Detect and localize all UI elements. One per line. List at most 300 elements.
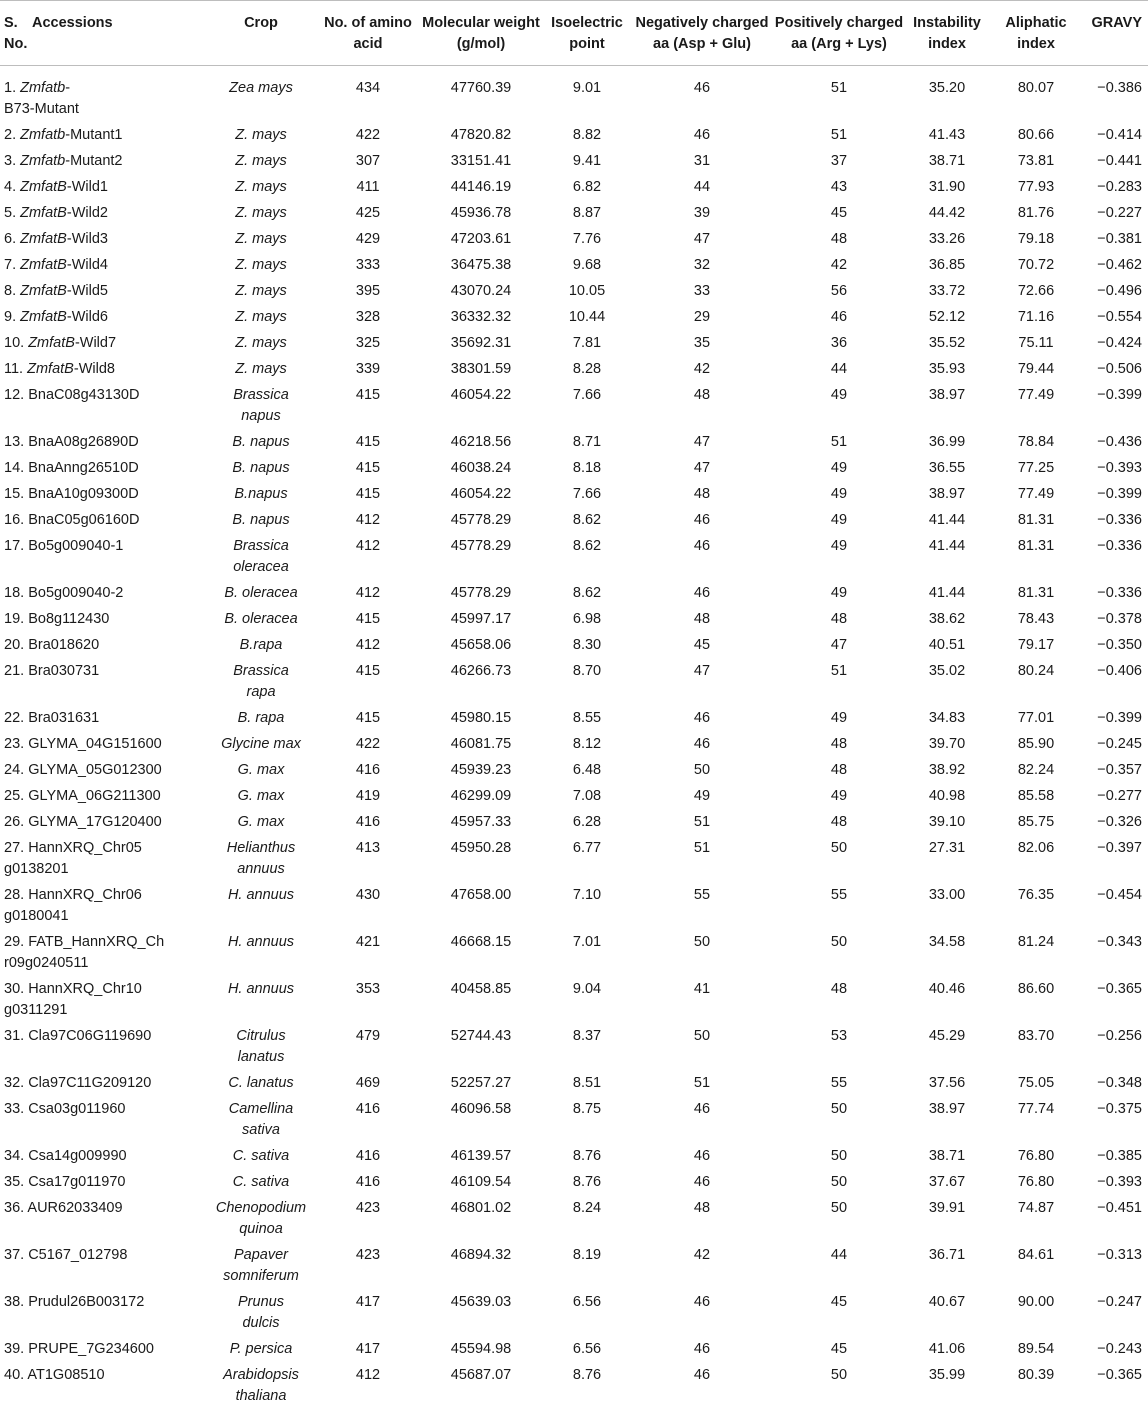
crop-cell: H. annuus — [227, 887, 295, 903]
table-row — [0, 785, 1148, 811]
amino-acid-cell: 413 — [355, 840, 381, 856]
aliphatic-index-cell: 86.60 — [1017, 981, 1055, 997]
molecular-weight-cell: 40458.85 — [450, 981, 512, 997]
accession-cell — [0, 811, 206, 837]
positive-charge-cell: 44 — [830, 361, 848, 377]
header-no-label: No. — [4, 36, 28, 52]
table-row — [0, 280, 1148, 306]
table-row — [0, 978, 1148, 1025]
instability-index-cell: 39.91 — [928, 1200, 966, 1216]
isoelectric-point-cell: 10.44 — [568, 309, 606, 325]
row-number: 14. — [4, 460, 25, 476]
crop-cell: B. oleracea — [224, 585, 298, 601]
aliphatic-index-cell: 80.07 — [1017, 80, 1055, 96]
isoelectric-point-cell: 7.66 — [572, 387, 602, 403]
isoelectric-point-cell: 8.71 — [572, 434, 602, 450]
amino-acid-cell: 423 — [355, 1200, 381, 1216]
isoelectric-point-cell: 8.62 — [572, 585, 602, 601]
accession-cell — [0, 124, 206, 150]
negative-charge-cell: 49 — [693, 788, 711, 804]
molecular-weight-cell: 47658.00 — [450, 887, 512, 903]
accession-cell — [0, 660, 206, 707]
table-row — [0, 483, 1148, 509]
instability-index-cell: 34.58 — [928, 934, 966, 950]
row-number: 38. — [4, 1294, 25, 1310]
isoelectric-point-cell: 6.28 — [572, 814, 602, 830]
accession-cell — [0, 228, 206, 254]
row-number: 4. — [4, 179, 17, 195]
accession-id: Cla97C11G209120 — [28, 1075, 152, 1091]
molecular-weight-cell: 52744.43 — [450, 1028, 512, 1044]
gravy-cell: −0.424 — [1097, 335, 1142, 351]
accession-id: -Wild6 — [66, 309, 108, 325]
molecular-weight-cell: 46038.24 — [450, 460, 512, 476]
aliphatic-index-cell: 76.80 — [1017, 1148, 1055, 1164]
isoelectric-point-cell: 8.18 — [572, 460, 602, 476]
accession-cell — [0, 358, 206, 384]
accession-id: -Wild1 — [66, 179, 108, 195]
crop-cell: B. rapa — [237, 710, 285, 726]
accession-gene-prefix: ZmfatB — [20, 231, 67, 247]
aliphatic-index-cell: 77.93 — [1017, 179, 1055, 195]
amino-acid-cell: 415 — [355, 611, 381, 627]
table-row — [0, 811, 1148, 837]
positive-charge-cell: 37 — [830, 153, 848, 169]
gravy-cell: −0.399 — [1097, 710, 1142, 726]
table-row — [0, 1364, 1148, 1411]
table-row — [0, 431, 1148, 457]
accession-cell — [0, 608, 206, 634]
row-number: 35. — [4, 1174, 25, 1190]
accession-cell — [0, 77, 206, 124]
amino-acid-cell: 411 — [356, 179, 380, 195]
accession-cell — [0, 759, 206, 785]
accession-gene-prefix: ZmfatB — [27, 361, 74, 377]
accession-id: Cla97C06G119690 — [28, 1028, 152, 1044]
isoelectric-point-cell: 6.56 — [572, 1341, 602, 1357]
positive-charge-cell: 48 — [830, 814, 848, 830]
gravy-cell: −0.283 — [1097, 179, 1142, 195]
accession-id: HannXRQ_Chr06 g0180041 — [4, 887, 142, 924]
positive-charge-cell: 50 — [830, 1148, 848, 1164]
crop-cell: Z. mays — [235, 153, 287, 169]
amino-acid-cell: 353 — [355, 981, 381, 997]
gravy-cell: −0.441 — [1097, 153, 1142, 169]
header-positively-charged: Positively charged aa (Arg + Lys) — [772, 1, 906, 66]
gravy-cell: −0.350 — [1097, 637, 1142, 653]
accession-id: HannXRQ_Chr05 g0138201 — [4, 840, 142, 877]
molecular-weight-cell: 44146.19 — [450, 179, 512, 195]
row-number: 13. — [4, 434, 25, 450]
amino-acid-cell: 339 — [355, 361, 381, 377]
accession-id: AT1G08510 — [27, 1367, 105, 1383]
molecular-weight-cell: 46266.73 — [450, 663, 512, 679]
positive-charge-cell: 49 — [830, 512, 848, 528]
gravy-cell: −0.393 — [1097, 460, 1142, 476]
accession-cell — [0, 1171, 206, 1197]
accession-cell — [0, 1364, 206, 1411]
amino-acid-cell: 415 — [355, 460, 381, 476]
positive-charge-cell: 45 — [830, 1294, 848, 1310]
instability-index-cell: 40.46 — [928, 981, 966, 997]
crop-cell: Chenopodium quinoa — [215, 1200, 307, 1237]
gravy-cell: −0.393 — [1097, 1174, 1142, 1190]
gravy-cell: −0.375 — [1097, 1101, 1142, 1117]
row-number: 28. — [4, 887, 25, 903]
row-number: 8. — [4, 283, 17, 299]
negative-charge-cell: 46 — [693, 512, 711, 528]
positive-charge-cell: 55 — [830, 887, 848, 903]
instability-index-cell: 38.71 — [928, 153, 966, 169]
crop-cell: C. sativa — [232, 1174, 290, 1190]
instability-index-cell: 41.43 — [928, 127, 966, 143]
instability-index-cell: 33.26 — [928, 231, 966, 247]
row-number: 24. — [4, 762, 25, 778]
positive-charge-cell: 51 — [830, 663, 848, 679]
accession-id: Bra031631 — [28, 710, 100, 726]
positive-charge-cell: 43 — [830, 179, 848, 195]
gravy-cell: −0.554 — [1097, 309, 1142, 325]
gravy-cell: −0.381 — [1097, 231, 1142, 247]
crop-cell: Brassica rapa — [233, 663, 289, 700]
instability-index-cell: 40.67 — [928, 1294, 966, 1310]
isoelectric-point-cell: 8.51 — [572, 1075, 602, 1091]
aliphatic-index-cell: 73.81 — [1017, 153, 1055, 169]
positive-charge-cell: 48 — [830, 611, 848, 627]
aliphatic-index-cell: 85.90 — [1017, 736, 1055, 752]
isoelectric-point-cell: 7.81 — [572, 335, 602, 351]
table-row — [0, 306, 1148, 332]
accession-id: -Wild2 — [66, 205, 108, 221]
accession-cell — [0, 582, 206, 608]
row-number: 33. — [4, 1101, 25, 1117]
accession-id: C5167_012798 — [28, 1247, 128, 1263]
crop-cell: Prunus dulcis — [238, 1294, 284, 1331]
row-number: 17. — [4, 538, 25, 554]
accession-gene-prefix: ZmfatB — [20, 205, 67, 221]
instability-index-cell: 37.67 — [928, 1174, 966, 1190]
row-number: 34. — [4, 1148, 25, 1164]
negative-charge-cell: 51 — [693, 814, 711, 830]
positive-charge-cell: 51 — [830, 80, 848, 96]
accession-cell — [0, 306, 206, 332]
row-number: 7. — [4, 257, 17, 273]
aliphatic-index-cell: 81.31 — [1017, 512, 1055, 528]
row-number: 37. — [4, 1247, 25, 1263]
accession-id: -Wild3 — [66, 231, 108, 247]
negative-charge-cell: 50 — [693, 762, 711, 778]
amino-acid-cell: 416 — [355, 814, 381, 830]
isoelectric-point-cell: 6.82 — [572, 179, 602, 195]
accession-id: Prudul26B003172 — [28, 1294, 145, 1310]
aliphatic-index-cell: 70.72 — [1017, 257, 1055, 273]
accession-id: BnaA08g26890D — [28, 434, 139, 450]
accession-gene-prefix: ZmfatB — [20, 257, 67, 273]
negative-charge-cell: 41 — [693, 981, 711, 997]
table-row — [0, 228, 1148, 254]
accession-id: Bra018620 — [28, 637, 100, 653]
amino-acid-cell: 417 — [355, 1294, 381, 1310]
accession-id: -Wild7 — [74, 335, 117, 351]
crop-cell: B. napus — [232, 512, 290, 528]
positive-charge-cell: 49 — [830, 486, 848, 502]
accession-id: Csa17g011970 — [28, 1174, 126, 1190]
positive-charge-cell: 46 — [830, 309, 848, 325]
accession-cell — [0, 202, 206, 228]
amino-acid-cell: 416 — [355, 1148, 381, 1164]
positive-charge-cell: 48 — [830, 231, 848, 247]
crop-cell: P. persica — [229, 1341, 293, 1357]
gravy-cell: −0.343 — [1097, 934, 1142, 950]
accession-cell — [0, 176, 206, 202]
negative-charge-cell: 47 — [693, 663, 711, 679]
positive-charge-cell: 49 — [830, 387, 848, 403]
negative-charge-cell: 45 — [693, 637, 711, 653]
instability-index-cell: 35.99 — [928, 1367, 966, 1383]
accession-id: Bo5g009040-2 — [28, 585, 124, 601]
accession-id: Csa03g011960 — [28, 1101, 126, 1117]
header-spacer — [0, 66, 1148, 78]
molecular-weight-cell: 45778.29 — [450, 512, 512, 528]
table-header — [0, 1, 1148, 66]
isoelectric-point-cell: 8.12 — [572, 736, 602, 752]
negative-charge-cell: 46 — [693, 1101, 711, 1117]
aliphatic-index-cell: 77.25 — [1017, 460, 1055, 476]
table-row — [0, 535, 1148, 582]
negative-charge-cell: 48 — [693, 387, 711, 403]
amino-acid-cell: 325 — [355, 335, 381, 351]
aliphatic-index-cell: 72.66 — [1017, 283, 1055, 299]
instability-index-cell: 52.12 — [928, 309, 966, 325]
positive-charge-cell: 51 — [830, 434, 848, 450]
instability-index-cell: 27.31 — [928, 840, 966, 856]
gravy-cell: −0.414 — [1097, 127, 1142, 143]
negative-charge-cell: 46 — [693, 127, 711, 143]
accession-id: Bo8g112430 — [28, 611, 110, 627]
isoelectric-point-cell: 7.76 — [572, 231, 602, 247]
gravy-cell: −0.227 — [1097, 205, 1142, 221]
molecular-weight-cell: 46894.32 — [450, 1247, 512, 1263]
negative-charge-cell: 46 — [693, 1341, 711, 1357]
accession-id: - B73-Mutant — [4, 80, 79, 117]
isoelectric-point-cell: 9.68 — [572, 257, 602, 273]
instability-index-cell: 33.00 — [928, 887, 966, 903]
negative-charge-cell: 50 — [693, 1028, 711, 1044]
molecular-weight-cell: 45997.17 — [450, 611, 512, 627]
header-aliphatic-index: Aliphatic index — [988, 1, 1084, 66]
table-row — [0, 634, 1148, 660]
positive-charge-cell: 48 — [830, 736, 848, 752]
row-number: 30. — [4, 981, 25, 997]
row-number: 1. — [4, 80, 17, 96]
gravy-cell: −0.454 — [1097, 887, 1142, 903]
molecular-weight-cell: 33151.41 — [450, 153, 512, 169]
accession-id: Bo5g009040-1 — [28, 538, 124, 554]
aliphatic-index-cell: 81.31 — [1017, 538, 1055, 554]
amino-acid-cell: 415 — [355, 486, 381, 502]
crop-cell: Papaver somniferum — [223, 1247, 299, 1284]
molecular-weight-cell: 46054.22 — [450, 486, 512, 502]
row-number: 3. — [4, 153, 17, 169]
amino-acid-cell: 416 — [355, 1174, 381, 1190]
accession-id: AUR62033409 — [27, 1200, 123, 1216]
accession-id: BnaA10g09300D — [28, 486, 139, 502]
isoelectric-point-cell: 8.19 — [572, 1247, 602, 1263]
aliphatic-index-cell: 79.18 — [1017, 231, 1055, 247]
table-row — [0, 509, 1148, 535]
instability-index-cell: 38.97 — [928, 486, 966, 502]
isoelectric-point-cell: 10.05 — [568, 283, 606, 299]
aliphatic-index-cell: 81.24 — [1017, 934, 1055, 950]
crop-cell: Camellina sativa — [228, 1101, 294, 1138]
isoelectric-point-cell: 8.62 — [572, 512, 602, 528]
instability-index-cell: 38.97 — [928, 387, 966, 403]
negative-charge-cell: 46 — [693, 80, 711, 96]
negative-charge-cell: 50 — [693, 934, 711, 950]
aliphatic-index-cell: 76.35 — [1017, 887, 1055, 903]
accession-cell — [0, 535, 206, 582]
negative-charge-cell: 47 — [693, 231, 711, 247]
crop-cell: Z. mays — [235, 205, 287, 221]
isoelectric-point-cell: 8.76 — [572, 1367, 602, 1383]
table-row — [0, 457, 1148, 483]
accession-id: BnaC05g06160D — [28, 512, 140, 528]
crop-cell: H. annuus — [227, 981, 295, 997]
instability-index-cell: 44.42 — [928, 205, 966, 221]
accession-id: FATB_HannXRQ_Ch r09g0240511 — [4, 934, 165, 971]
accession-id: HannXRQ_Chr10 g0311291 — [4, 981, 142, 1018]
instability-index-cell: 35.93 — [928, 361, 966, 377]
crop-cell: Arabidopsis thaliana — [223, 1367, 299, 1404]
molecular-weight-cell: 45778.29 — [450, 538, 512, 554]
header-isoelectric-point: Isoelectric point — [542, 1, 632, 66]
row-number: 23. — [4, 736, 25, 752]
negative-charge-cell: 55 — [693, 887, 711, 903]
isoelectric-point-cell: 8.30 — [572, 637, 602, 653]
gravy-cell: −0.277 — [1097, 788, 1142, 804]
gravy-cell: −0.313 — [1097, 1247, 1142, 1263]
molecular-weight-cell: 46139.57 — [450, 1148, 512, 1164]
accession-cell — [0, 431, 206, 457]
row-number: 26. — [4, 814, 25, 830]
header-molecular-weight: Molecular weight (g/mol) — [420, 1, 542, 66]
accession-gene-prefix: ZmfatB — [20, 179, 67, 195]
instability-index-cell: 38.62 — [928, 611, 966, 627]
gravy-cell: −0.378 — [1097, 611, 1142, 627]
amino-acid-cell: 412 — [355, 512, 381, 528]
gravy-cell: −0.406 — [1097, 663, 1142, 679]
accession-id: -Wild5 — [66, 283, 108, 299]
table-row — [0, 582, 1148, 608]
isoelectric-point-cell: 8.76 — [572, 1148, 602, 1164]
accession-cell — [0, 384, 206, 431]
accession-cell — [0, 1025, 206, 1072]
positive-charge-cell: 50 — [830, 1174, 848, 1190]
crop-cell: B. oleracea — [224, 611, 298, 627]
instability-index-cell: 36.71 — [928, 1247, 966, 1263]
accession-cell — [0, 280, 206, 306]
positive-charge-cell: 49 — [830, 460, 848, 476]
instability-index-cell: 31.90 — [928, 179, 966, 195]
accession-id: PRUPE_7G234600 — [28, 1341, 154, 1357]
gravy-cell: −0.399 — [1097, 387, 1142, 403]
isoelectric-point-cell: 6.77 — [572, 840, 602, 856]
accession-id: -Wild4 — [66, 257, 108, 273]
row-number: 20. — [4, 637, 25, 653]
molecular-weight-cell: 47820.82 — [450, 127, 512, 143]
header-instability-index: Instability index — [906, 1, 988, 66]
gravy-cell: −0.399 — [1097, 486, 1142, 502]
isoelectric-point-cell: 7.08 — [572, 788, 602, 804]
amino-acid-cell: 434 — [355, 80, 381, 96]
instability-index-cell: 41.44 — [928, 585, 966, 601]
instability-index-cell: 39.10 — [928, 814, 966, 830]
accession-cell — [0, 707, 206, 733]
amino-acid-cell: 412 — [355, 585, 381, 601]
negative-charge-cell: 29 — [693, 309, 711, 325]
gravy-cell: −0.496 — [1097, 283, 1142, 299]
accession-cell — [0, 1072, 206, 1098]
crop-cell: H. annuus — [227, 934, 295, 950]
negative-charge-cell: 35 — [693, 335, 711, 351]
aliphatic-index-cell: 82.06 — [1017, 840, 1055, 856]
row-number: 27. — [4, 840, 25, 856]
negative-charge-cell: 33 — [693, 283, 711, 299]
accession-id: -Wild8 — [73, 361, 115, 377]
positive-charge-cell: 48 — [830, 981, 848, 997]
table-row — [0, 1098, 1148, 1145]
aliphatic-index-cell: 82.24 — [1017, 762, 1055, 778]
aliphatic-index-cell: 77.49 — [1017, 387, 1055, 403]
aliphatic-index-cell: 79.44 — [1017, 361, 1055, 377]
table-row — [0, 202, 1148, 228]
row-number: 21. — [4, 663, 25, 679]
accession-cell — [0, 785, 206, 811]
isoelectric-point-cell: 8.82 — [572, 127, 602, 143]
table-row — [0, 931, 1148, 978]
isoelectric-point-cell: 8.87 — [572, 205, 602, 221]
table-row — [0, 707, 1148, 733]
gravy-cell: −0.365 — [1097, 981, 1142, 997]
table-row — [0, 150, 1148, 176]
isoelectric-point-cell: 8.24 — [572, 1200, 602, 1216]
molecular-weight-cell: 46299.09 — [450, 788, 512, 804]
aliphatic-index-cell: 80.39 — [1017, 1367, 1055, 1383]
table-row — [0, 759, 1148, 785]
positive-charge-cell: 50 — [830, 1101, 848, 1117]
row-number: 40. — [4, 1367, 25, 1383]
instability-index-cell: 41.44 — [928, 538, 966, 554]
aliphatic-index-cell: 85.75 — [1017, 814, 1055, 830]
gravy-cell: −0.245 — [1097, 736, 1142, 752]
negative-charge-cell: 46 — [693, 736, 711, 752]
table-row — [0, 1072, 1148, 1098]
instability-index-cell: 40.51 — [928, 637, 966, 653]
instability-index-cell: 41.44 — [928, 512, 966, 528]
crop-cell: G. max — [237, 788, 285, 804]
isoelectric-point-cell: 8.62 — [572, 538, 602, 554]
amino-acid-cell: 422 — [355, 127, 381, 143]
table-body — [0, 66, 1148, 1412]
accession-id: GLYMA_04G151600 — [28, 736, 162, 752]
crop-cell: Brassica oleracea — [233, 538, 289, 575]
molecular-weight-cell: 45936.78 — [450, 205, 512, 221]
accession-cell — [0, 1197, 206, 1244]
gravy-cell: −0.336 — [1097, 585, 1142, 601]
aliphatic-index-cell: 77.49 — [1017, 486, 1055, 502]
molecular-weight-cell: 45594.98 — [450, 1341, 512, 1357]
crop-cell: B.rapa — [239, 637, 283, 653]
